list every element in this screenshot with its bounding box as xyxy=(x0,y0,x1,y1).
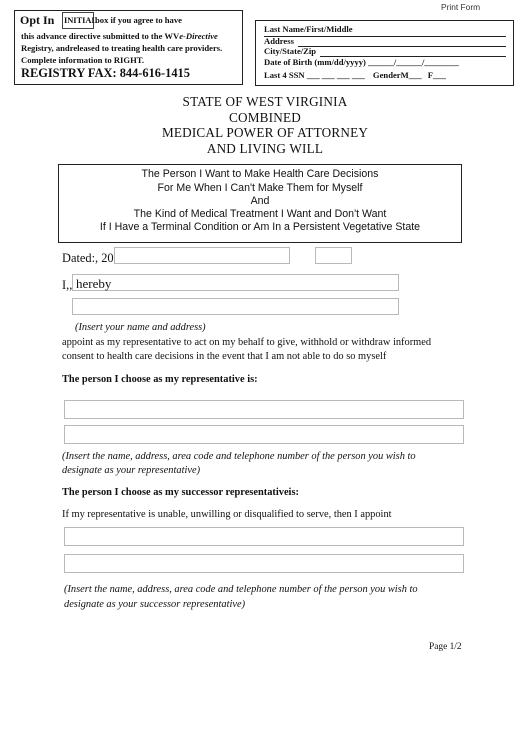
purpose-box xyxy=(58,164,462,243)
print-form-button[interactable]: Print Form xyxy=(441,2,481,12)
gender-female[interactable]: F___ xyxy=(427,70,446,80)
representative-heading: The person I choose as my representative is: xyxy=(62,374,258,385)
purpose-line5: If I Have a Terminal Condition or Am In a Persistent Vegetative State xyxy=(99,221,421,233)
opt-in-line3: Registry, andreleased to treating health care providers. xyxy=(21,43,223,53)
appoint-line1: appoint as my representative to act on my behalf to give, withhold or withdraw informed xyxy=(62,337,432,348)
page-number: Page 1/2 xyxy=(429,642,462,652)
title-living-will: AND LIVING WILL xyxy=(206,141,324,156)
ssn-gender-row xyxy=(264,70,446,80)
title-mpoa: MEDICAL POWER OF ATTORNEY xyxy=(161,125,369,140)
representative-field-2[interactable] xyxy=(64,425,464,444)
dated-label: Dated:, 20 xyxy=(62,251,114,265)
opt-in-prefix: Opt In xyxy=(20,13,55,27)
representative-instruction-1: (Insert the name, address, area code and telephone number of the person you wish to xyxy=(62,451,416,462)
address-line[interactable] xyxy=(298,46,506,47)
opt-in-line1: box if you agree to have xyxy=(95,15,182,25)
opt-in-line2 xyxy=(21,31,218,41)
declarant-address-field[interactable] xyxy=(72,298,399,315)
declarant-label: I,, xyxy=(62,278,73,292)
purpose-line3: And xyxy=(250,195,270,207)
declarant-name-value: hereby xyxy=(76,276,112,291)
title-combined: COMBINED xyxy=(229,110,301,125)
purpose-line1: The Person I Want to Make Health Care Decisions xyxy=(141,168,379,180)
dated-date-field[interactable] xyxy=(114,247,290,264)
successor-heading: The person I choose as my successor representativeis: xyxy=(62,487,299,498)
representative-instruction-2: designate as your representative) xyxy=(62,465,201,476)
successor-field-1[interactable] xyxy=(64,527,464,546)
opt-in-line2-text: this advance directive submitted to the WV xyxy=(21,31,180,41)
appoint-line2: consent to health care decisions in the event that I am not able to do so myself xyxy=(62,351,387,362)
initial-field-value: INITIAL xyxy=(64,16,98,25)
gender-label: Gender xyxy=(372,70,401,80)
dob-label: Date of Birth (mm/dd/yyyy) xyxy=(264,57,366,67)
dob-row[interactable] xyxy=(264,57,459,67)
opt-in-line2-italic: e-Directive xyxy=(179,31,218,41)
title-state: STATE OF WEST VIRGINIA xyxy=(182,94,348,109)
gender-male[interactable]: M___ xyxy=(400,70,422,80)
successor-instruction-2: designate as your successor representative) xyxy=(64,599,246,610)
dated-year-field[interactable] xyxy=(315,247,352,264)
initial-field[interactable] xyxy=(62,12,98,29)
ssn-blanks[interactable]: ___ ___ ___ ___ xyxy=(306,70,365,80)
dob-blanks: ______/______/________ xyxy=(368,57,459,67)
opt-in-line4: Complete information to RIGHT. xyxy=(21,55,145,65)
purpose-line4: The Kind of Medical Treatment I Want and Don't Want xyxy=(133,208,387,220)
declarant-name-field[interactable] xyxy=(72,274,399,291)
successor-field-2[interactable] xyxy=(64,554,464,573)
ssn-label: Last 4 SSN xyxy=(264,70,305,80)
registry-info-box xyxy=(255,20,514,86)
registry-fax: REGISTRY FAX: 844-616-1415 xyxy=(21,66,190,80)
address-label: Address xyxy=(264,36,294,46)
opt-in-box xyxy=(14,10,243,85)
last-name-label: Last Name/First/Middle xyxy=(264,24,353,34)
representative-field-1[interactable] xyxy=(64,400,464,419)
last-name-line[interactable] xyxy=(264,36,506,37)
declarant-instruction: (Insert your name and address) xyxy=(75,322,206,333)
successor-intro: If my representative is unable, unwilling or disqualified to serve, then I appoint xyxy=(62,509,392,520)
city-state-zip-label: City/State/Zip xyxy=(264,46,317,56)
purpose-line2: For Me When I Can't Make Them for Myself xyxy=(157,182,363,194)
successor-instruction-1: (Insert the name, address, area code and telephone number of the person you wish to xyxy=(64,584,418,595)
